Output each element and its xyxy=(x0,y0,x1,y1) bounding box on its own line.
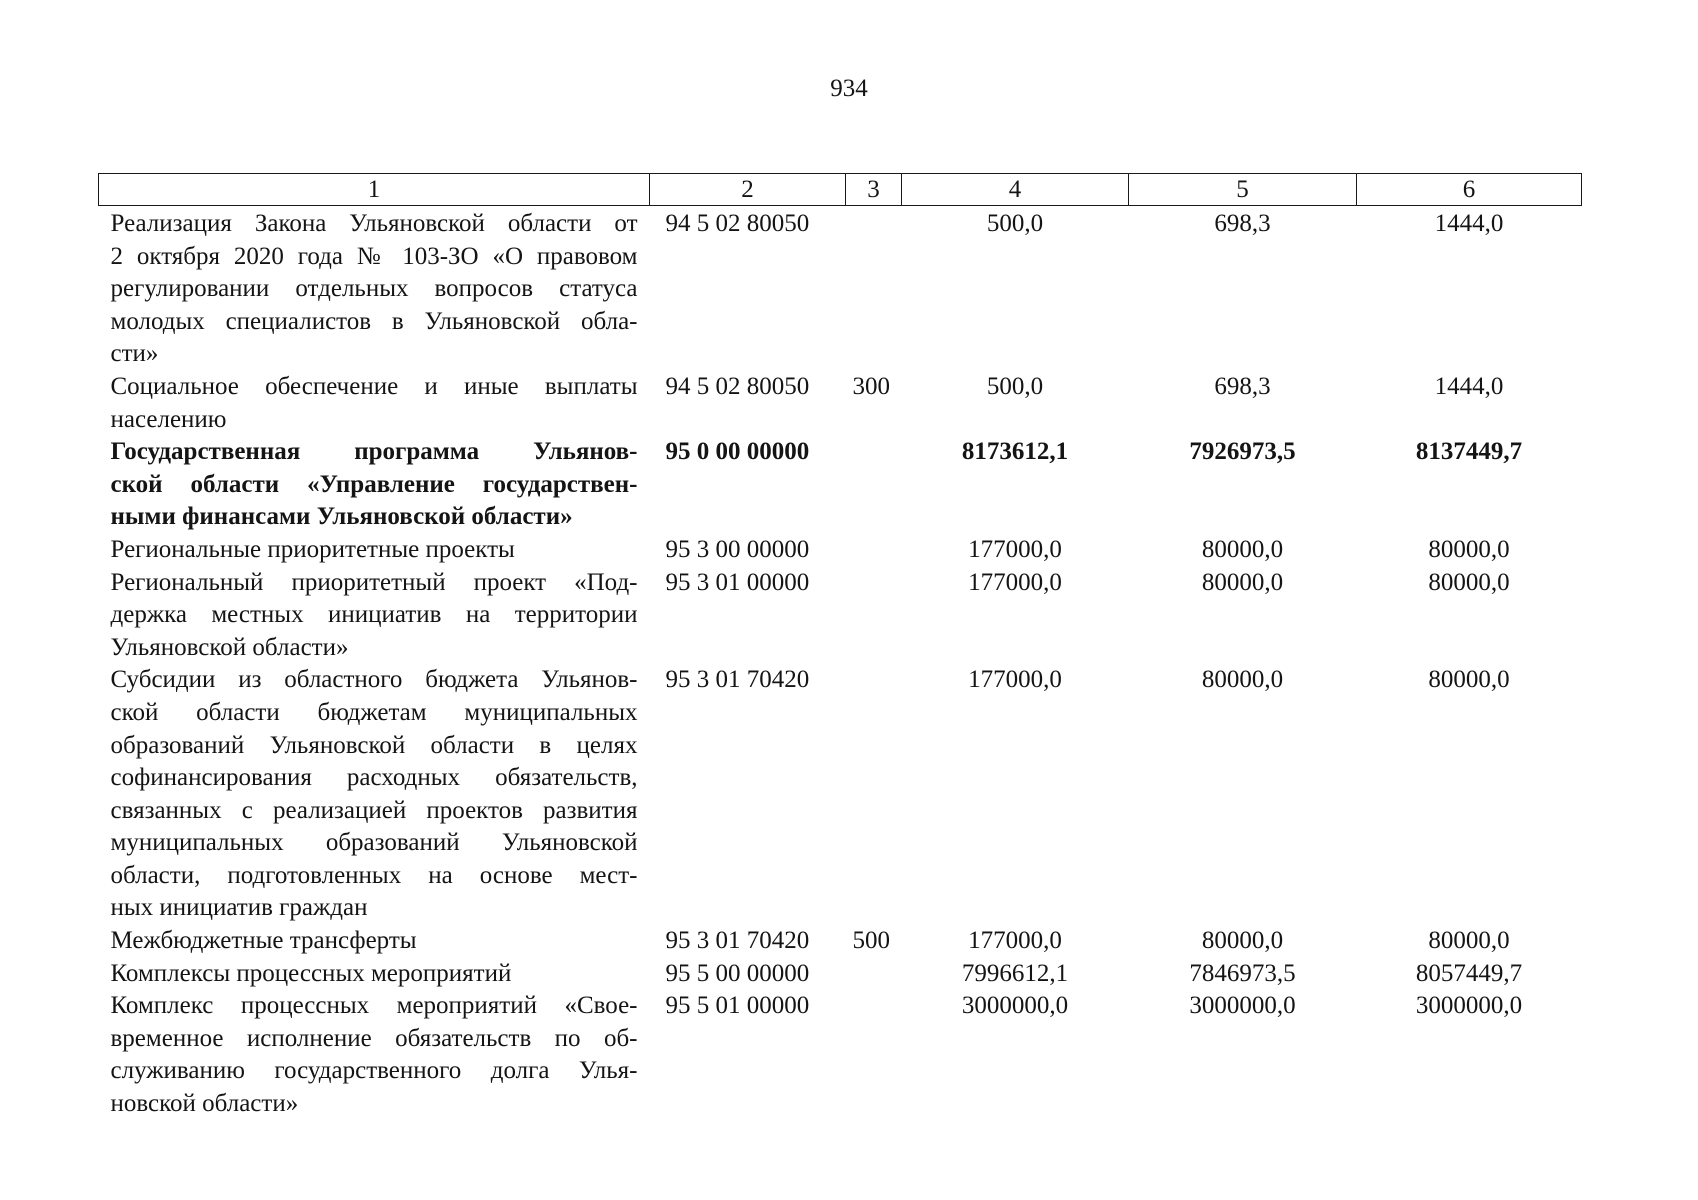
row-value-col6: 80000,0 xyxy=(1428,535,1510,563)
row-name-line: Субсидии из областного бюджета Ульянов- xyxy=(110,666,638,694)
table-row xyxy=(99,990,1582,1120)
row-name-line: муниципальных образований Ульяновской xyxy=(110,829,638,857)
table-row xyxy=(99,206,1582,371)
row-value-col5: 3000000,0 xyxy=(1189,992,1296,1020)
row-value-col6: 80000,0 xyxy=(1428,568,1510,596)
row-name-line: Социальное обеспечение и иные выплаты xyxy=(110,372,638,400)
row-value-col6: 1444,0 xyxy=(1434,372,1504,400)
row-value-col5: 80000,0 xyxy=(1201,666,1284,694)
column-header-5: 5 xyxy=(1129,174,1357,206)
row-value-col5: 80000,0 xyxy=(1201,535,1284,563)
table-header-row xyxy=(99,174,1582,206)
row-name-line: 2 октября 2020 года № 103-ЗО «О правовом xyxy=(110,242,638,270)
row-code: 95 3 00 00000 xyxy=(665,535,810,563)
row-name-line: области, подготовленных на основе мест- xyxy=(110,861,638,889)
row-value-col4: 177000,0 xyxy=(968,927,1062,955)
row-value-col4: 177000,0 xyxy=(968,666,1062,694)
row-name-line: Реализация Закона Ульяновской области от xyxy=(110,210,638,237)
column-header-1: 1 xyxy=(99,174,650,206)
row-name xyxy=(99,990,650,1120)
row-value-col5: 80000,0 xyxy=(1201,568,1284,596)
row-value-col6: 80000,0 xyxy=(1428,666,1510,694)
row-name xyxy=(99,567,650,665)
row-value-col5: 7846973,5 xyxy=(1189,959,1296,987)
row-name xyxy=(99,664,650,925)
row-name-line: Региональный приоритетный проект «Под- xyxy=(110,568,638,596)
row-expense-type: 300 xyxy=(852,372,890,400)
row-name-line: служиванию государственного долга Улья- xyxy=(110,1057,638,1085)
row-name-line: образований Ульяновской области в целях xyxy=(110,731,638,759)
table-row xyxy=(99,567,1582,665)
row-name-line: ных инициатив граждан xyxy=(110,894,368,922)
table-row xyxy=(99,958,1582,991)
row-code: 95 5 01 00000 xyxy=(665,992,810,1020)
row-name-line: ской области «Управление государствен- xyxy=(110,470,638,498)
row-name-line: сти» xyxy=(110,340,159,368)
row-value-col6: 80000,0 xyxy=(1428,927,1510,955)
row-value-col6: 1444,0 xyxy=(1434,210,1504,237)
row-name-line: ской области бюджетам муниципальных xyxy=(110,698,638,726)
row-value-col4: 500,0 xyxy=(986,210,1044,237)
row-value-col4: 8173612,1 xyxy=(961,438,1069,466)
row-name xyxy=(99,206,650,371)
row-code: 95 5 00 00000 xyxy=(665,959,810,987)
column-header-2: 2 xyxy=(650,174,846,206)
row-name-line: Ульяновской области» xyxy=(110,633,349,661)
row-expense-type xyxy=(846,567,902,665)
row-value-col6: 3000000,0 xyxy=(1415,992,1523,1020)
row-code: 95 3 01 70420 xyxy=(665,927,810,955)
row-value-col5: 80000,0 xyxy=(1201,927,1284,955)
row-name-line: софинансирования расходных обязательств, xyxy=(110,764,638,792)
row-value-col5: 698,3 xyxy=(1214,210,1271,237)
row-expense-type xyxy=(846,958,902,991)
page-number: 934 xyxy=(830,75,868,102)
row-expense-type xyxy=(846,990,902,1120)
row-value-col4: 500,0 xyxy=(986,372,1044,400)
row-expense-type xyxy=(846,534,902,567)
table-row xyxy=(99,664,1582,925)
row-expense-type xyxy=(846,664,902,925)
row-name-line: Региональные приоритетные проекты xyxy=(110,535,515,563)
column-header-3: 3 xyxy=(846,174,902,206)
row-name-line: Комплексы процессных мероприятий xyxy=(110,959,512,987)
row-name xyxy=(99,436,650,534)
row-value-col4: 177000,0 xyxy=(968,535,1062,563)
row-name-line: регулировании отдельных вопросов статуса xyxy=(110,275,638,303)
row-value-col4: 177000,0 xyxy=(968,568,1062,596)
row-value-col6: 8137449,7 xyxy=(1415,438,1523,466)
row-name-line: Государственная программа Ульянов- xyxy=(110,438,638,466)
row-code: 94 5 02 80050 xyxy=(665,372,810,400)
row-expense-type xyxy=(846,436,902,534)
table-body xyxy=(99,206,1582,1121)
row-value-col4: 7996612,1 xyxy=(961,959,1069,987)
row-code: 95 3 01 00000 xyxy=(665,568,810,596)
row-value-col5: 698,3 xyxy=(1214,372,1271,400)
row-value-col4: 3000000,0 xyxy=(961,992,1069,1020)
row-value-col6: 8057449,7 xyxy=(1415,959,1523,987)
column-header-6: 6 xyxy=(1357,174,1582,206)
row-expense-type xyxy=(846,206,902,371)
row-value-col5: 7926973,5 xyxy=(1189,438,1296,466)
row-code: 94 5 02 80050 xyxy=(665,210,810,237)
row-name-line: населению xyxy=(110,405,227,433)
table-row xyxy=(99,436,1582,534)
row-name-line: Комплекс процессных мероприятий «Свое- xyxy=(110,992,638,1020)
column-header-4: 4 xyxy=(902,174,1129,206)
row-name xyxy=(99,925,650,958)
row-code: 95 3 01 70420 xyxy=(665,666,810,694)
row-name-line: связанных с реализацией проектов развития xyxy=(110,796,638,824)
row-name-line: молодых специалистов в Ульяновской обла- xyxy=(110,307,638,335)
table-row xyxy=(99,371,1582,436)
row-name-line: держка местных инициатив на территории xyxy=(110,601,638,629)
row-code: 95 0 00 00000 xyxy=(665,438,810,466)
row-name xyxy=(99,534,650,567)
row-expense-type: 500 xyxy=(852,927,890,955)
row-name-line: ными финансами Ульяновской области» xyxy=(110,503,573,531)
row-name-line: временное исполнение обязательств по об- xyxy=(110,1024,638,1052)
row-name-line: Межбюджетные трансферты xyxy=(110,927,417,955)
row-name-line: новской области» xyxy=(110,1090,299,1118)
row-name xyxy=(99,958,650,991)
row-name xyxy=(99,371,650,436)
table-row xyxy=(99,925,1582,958)
budget-table xyxy=(98,173,1582,1121)
table-row xyxy=(99,534,1582,567)
